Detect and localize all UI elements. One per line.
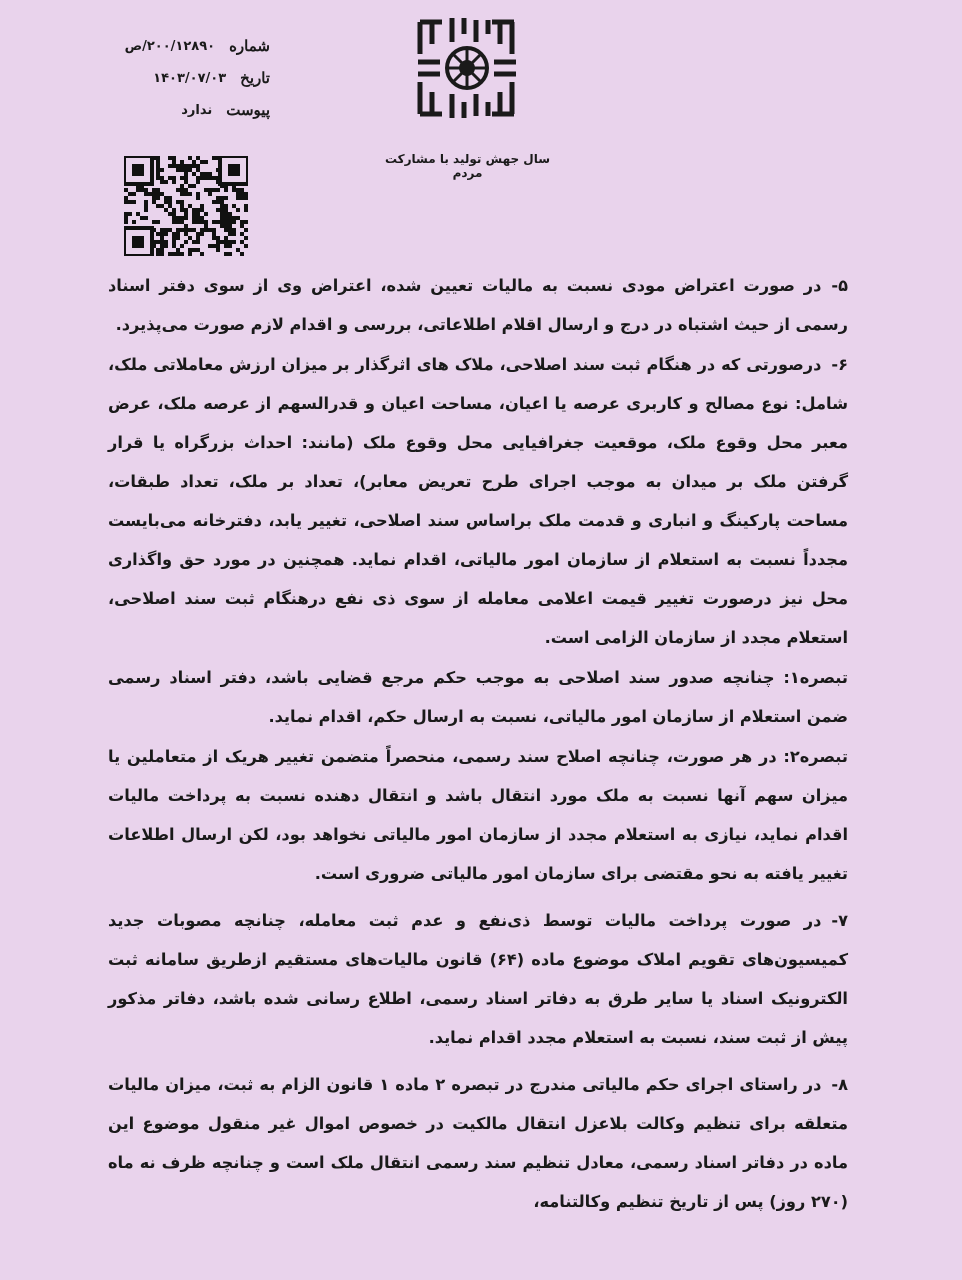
date-row bbox=[110, 62, 270, 94]
paragraph-5-number: ۵- bbox=[831, 276, 848, 295]
paragraph-8 bbox=[108, 1065, 848, 1221]
date-label: تاریخ bbox=[240, 69, 270, 87]
paragraph-5-text: در صورت اعتراض مودی نسبت به مالیات تعیین شده، اعتراض وی از سوی دفتر اسناد رسمی از حیث اشتباه در درج و ارسال اقلام اطلاعاتی، بررسی و اقدام لازم صورت می‌پذیرد. bbox=[108, 276, 848, 334]
paragraph-7 bbox=[108, 901, 848, 1057]
paragraph-6-number: ۶- bbox=[831, 355, 848, 374]
attachment-label: پیوست bbox=[226, 101, 270, 119]
note-2 bbox=[108, 737, 848, 893]
paragraph-8-number: ۸- bbox=[831, 1075, 848, 1094]
qr-code bbox=[124, 156, 248, 256]
note-1 bbox=[108, 658, 848, 736]
number-value: ۲۰۰/۱۲۸۹۰/ص bbox=[124, 38, 216, 54]
organization-logo bbox=[412, 14, 522, 122]
note-1-text: تبصره۱: چنانچه صدور سند اصلاحی به موجب حکم مرجع قضایی باشد، دفتر اسناد رسمی ضمن استعلام از سازمان امور مالیاتی، نسبت به ارسال حکم، اقدام نماید. bbox=[108, 668, 848, 726]
number-label: شماره bbox=[229, 37, 270, 55]
paragraph-6-text: درصورتی که در هنگام ثبت سند اصلاحی، ملاک های اثرگذار بر میزان ارزش معاملاتی ملک، شامل: نوع مصالح و کاربری عرصه یا اعیان، مساحت اعیان و قدرالسهم از عرصه ملک، عرض معبر محل وقوع ملک، موقعیت جغرافیایی محل وقوع ملک (مانند: احداث بزرگراه یا قرار گرفتن ملک بر میدان به موجب اجرای طرح تعریض معابر)، تعداد بر ملک، تعداد طبقات، مساحت پارکینگ و انباری و قدمت ملک براساس سند اصلاحی، تغییر یابد، دفترخانه می‌بایست مجدداً نسبت به استعلام از سازمان امور مالیاتی، اقدام نماید. همچنین در مورد حق واگذاری محل نیز درصورت تغییر قیمت اعلامی معامله از سوی ذی نفع درهنگام ثبت سند اصلاحی، استعلام مجدد از سازمان الزامی است. bbox=[108, 355, 848, 647]
letter-body bbox=[108, 266, 848, 1222]
number-row bbox=[110, 30, 270, 62]
attachment-value: ندارد bbox=[181, 102, 213, 118]
attachment-row bbox=[110, 94, 270, 126]
paragraph-7-text: در صورت پرداخت مالیات توسط ذی‌نفع و عدم ثبت معامله، چنانچه مصوبات جدید کمیسیون‌های تقویم املاک موضوع ماده (۶۴) قانون مالیات‌های مستقیم ازطریق سامانه ثبت الکترونیک اسناد یا سایر طرق به دفاتر اسناد رسمی، اطلاع رسانی شده باشد، دفاتر مذکور پیش از ثبت سند، نسبت به استعلام مجدد اقدام نماید. bbox=[108, 911, 848, 1047]
paragraph-8-text: در راستای اجرای حکم مالیاتی مندرج در تبصره ۲ ماده ۱ قانون الزام به ثبت، میزان مالیات متعلقه برای تنظیم وکالت بلاعزل انتقال مالکیت در خصوص اموال غیر منقول موضوع این ماده در دفاتر اسناد رسمی، معادل تنظیم سند رسمی انتقال ملک است و چنانچه ظرف نه ماه (۲۷۰ روز) پس از تاریخ تنظیم وکالتنامه، bbox=[108, 1075, 848, 1211]
year-slogan: سال جهش تولید با مشارکت مردم bbox=[384, 152, 551, 180]
paragraph-5 bbox=[108, 266, 848, 344]
paragraph-6 bbox=[108, 345, 848, 657]
paragraph-7-number: ۷- bbox=[831, 911, 848, 930]
date-value: ۱۴۰۳/۰۷/۰۳ bbox=[153, 70, 227, 86]
letter-meta bbox=[110, 30, 270, 126]
note-2-text: تبصره۲: در هر صورت، چنانچه اصلاح سند رسمی، منحصراً متضمن تغییر هریک از متعاملین یا میزان سهم آنها نسبت به ملک مورد انتقال باشد و انتقال دهنده نسبت به پرداخت مالیات اقدام نماید، نیازی به استعلام مجدد از سازمان امور مالیاتی نخواهد بود، لکن ارسال اطلاعات تغییر یافته به نحو مقتضی برای سازمان امور مالیاتی ضروری است. bbox=[108, 747, 848, 883]
